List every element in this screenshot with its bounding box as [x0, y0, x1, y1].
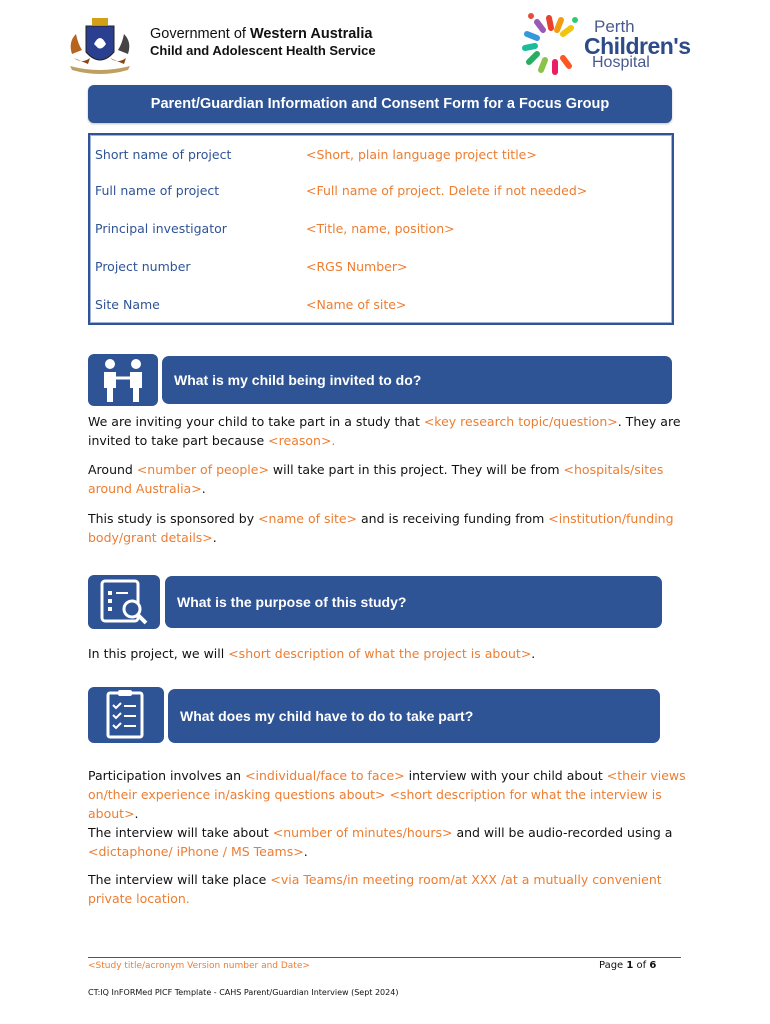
footer-divider	[88, 957, 681, 958]
info-value: <RGS Number>	[306, 259, 408, 274]
gov-subtitle: Child and Adolescent Health Service	[150, 43, 376, 58]
pch-childrens-text: Children's	[584, 33, 691, 59]
info-value: <Title, name, position>	[306, 221, 455, 236]
info-value: <Full name of project. Delete if not needed>	[306, 183, 588, 198]
pch-hospital-text: Hospital	[592, 54, 650, 71]
section-heading-todo: What does my child have to do to take part?	[168, 689, 660, 743]
info-row-full-name	[90, 183, 672, 207]
info-value: <Short, plain language project title>	[306, 147, 537, 162]
footer-study-version: <Study title/acronym Version number and Date>	[88, 961, 310, 971]
page-number: Page 1 of 6	[599, 960, 657, 971]
footer-template-id: CT:IQ InFORMed PICF Template - CAHS Parent/Guardian Interview (Sept 2024)	[88, 988, 399, 997]
wa-government-crest-logo	[64, 14, 136, 76]
paragraph-invited-3: This study is sponsored by <name of site> and is receiving funding from <institution/funding body/grant details>.	[88, 511, 674, 545]
info-row-project-number	[90, 259, 672, 283]
section-heading-purpose: What is the purpose of this study?	[165, 576, 662, 628]
pch-perth-text: Perth	[594, 17, 635, 36]
paragraph-todo-1: Participation involves an <individual/face to face> interview with your child about <their views on/their experience in/asking questions about> <short description for what the interview is about>.	[88, 768, 686, 821]
info-value: <Name of site>	[306, 297, 407, 312]
info-label: Project number	[95, 259, 191, 274]
info-label: Principal investigator	[95, 221, 227, 236]
gov-title: Government of Western Australia	[150, 26, 373, 42]
info-row-site-name	[90, 297, 672, 321]
info-label: Site Name	[95, 297, 160, 312]
people-icon	[88, 354, 158, 406]
info-label: Short name of project	[95, 147, 232, 162]
info-row-investigator	[90, 221, 672, 245]
paragraph-purpose: In this project, we will <short description of what the project is about>.	[88, 646, 536, 661]
paragraph-todo-2: The interview will take about <number of minutes/hours> and will be audio-recorded using a <dictaphone/ iPhone / MS Teams>.	[88, 825, 673, 859]
section-heading-invited: What is my child being invited to do?	[162, 356, 672, 404]
project-info-table	[88, 133, 674, 325]
info-label: Full name of project	[95, 183, 220, 198]
paragraph-invited-1: We are inviting your child to take part in a study that <key research topic/question>. They are invited to take part because <reason>.	[88, 414, 681, 448]
document-search-icon	[88, 575, 160, 629]
paragraph-invited-2: Around <number of people> will take part in this project. They will be from <hospitals/sites around Australia>.	[88, 462, 664, 496]
paragraph-todo-3: The interview will take place <via Teams/in meeting room/at XXX /at a mutually convenient private location.	[88, 872, 662, 906]
form-title: Parent/Guardian Information and Consent Form for a Focus Group	[88, 85, 672, 123]
clipboard-checklist-icon	[88, 687, 164, 743]
info-row-short-name	[90, 147, 672, 171]
pch-logo-icon	[519, 10, 583, 76]
